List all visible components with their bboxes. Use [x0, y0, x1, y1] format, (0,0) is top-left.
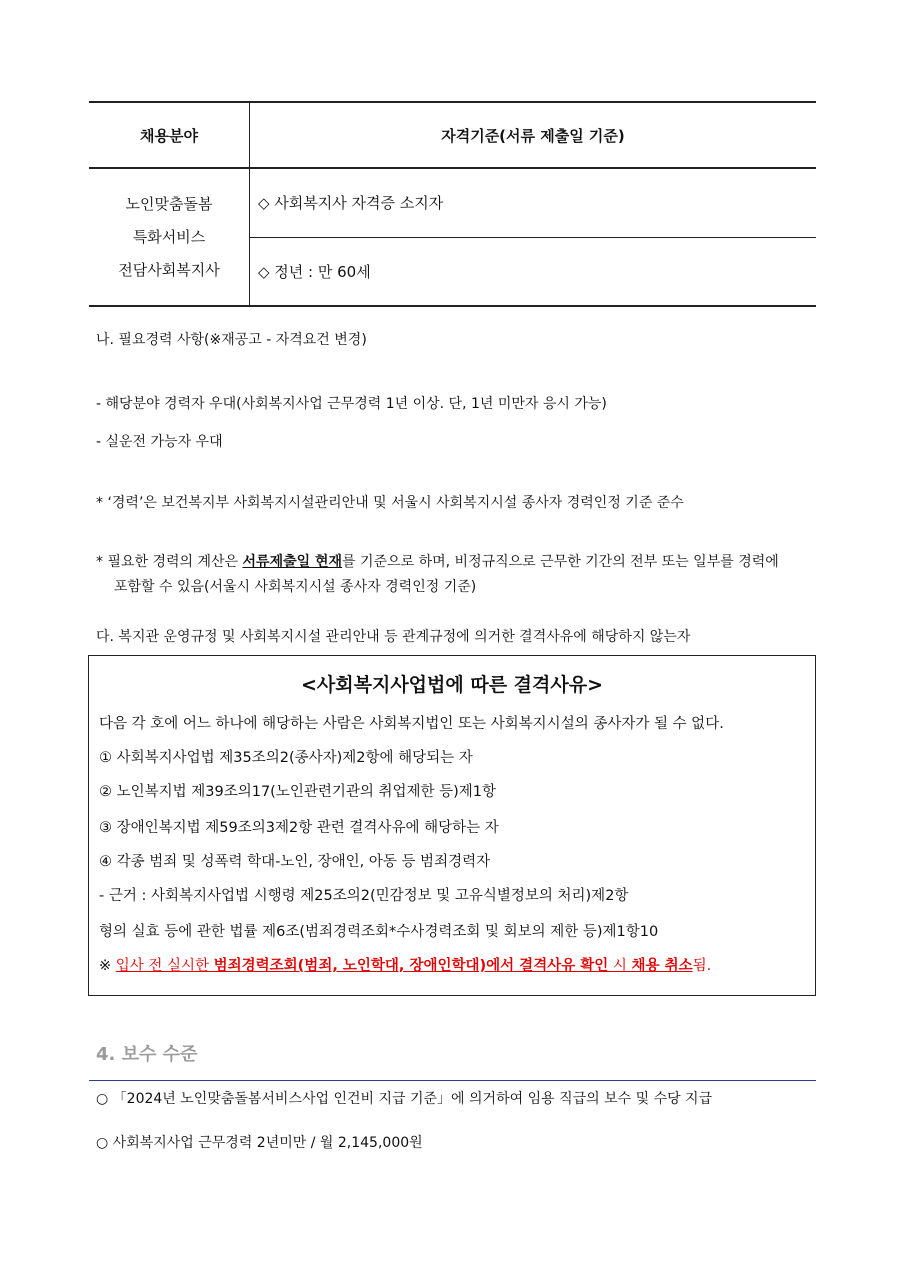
disqualification-item: ① 사회복지사업법 제35조의2(종사자)제2항에 해당되는 자 — [99, 750, 473, 766]
experience-item: - 해당분야 경력자 우대(사회복지사업 근무경력 1년 이상. 단, 1년 미만자 응시 가능) — [96, 396, 607, 412]
criterion-retirement-age: ◇ 정년 : 만 60세 — [258, 262, 371, 281]
section-na-title: 나. 필요경력 사항(※재공고 - 자격요건 변경) — [96, 332, 367, 348]
note-text: * 필요한 경력의 계산은 — [96, 554, 243, 570]
criteria-cell — [250, 169, 816, 305]
field-line: 특화서비스 — [132, 227, 206, 246]
field-line: 전담사회복지사 — [118, 260, 220, 279]
disqualification-box — [88, 655, 816, 996]
section-4-title: 4. 보수 수준 — [96, 1044, 198, 1065]
warning-emphasis: 범죄경력조회(범죄, 노인학대, 장애인학대)에서 결격사유 확인 — [213, 958, 609, 974]
disqualification-item: ④ 각종 범죄 및 성폭력 학대-노인, 장애인, 아동 등 범죄경력자 — [99, 854, 491, 870]
warning-text — [116, 958, 711, 974]
experience-note: * ‘경력’은 보건복지부 사회복지시설관리안내 및 서울시 사회복지시설 종사자 경력인정 기준 준수 — [96, 495, 684, 511]
legal-basis: 형의 실효 등에 관한 법률 제6조(범죄경력조회*수사경력조회 및 회보의 제한 등)제1항10 — [99, 924, 659, 940]
header-recruit-field: 채용분야 — [89, 103, 250, 167]
table-row — [89, 169, 816, 305]
experience-calc-note — [96, 551, 779, 571]
legal-basis: - 근거 : 사회복지사업법 시행령 제25조의2(민감정보 및 고유식별정보의 처리)제2항 — [99, 888, 629, 904]
section-divider — [89, 1080, 816, 1081]
warning-part: 입사 전 실시한 — [115, 958, 214, 974]
salary-item: ○ 사회복지사업 근무경력 2년미만 / 월 2,145,000원 — [96, 1135, 423, 1151]
warning-line — [99, 954, 711, 975]
experience-calc-note-cont: 포함할 수 있음(서울시 사회복지시설 종사자 경력인정 기준) — [114, 579, 477, 595]
box-intro: 다음 각 호에 어느 하나에 해당하는 사람은 사회복지법인 또는 사회복지시설의 종사자가 될 수 없다. — [99, 716, 724, 732]
note-emphasis: 서류제출일 현재 — [242, 554, 343, 570]
warning-part: 시 — [608, 958, 632, 974]
recruit-field-cell — [89, 169, 250, 305]
salary-item: ○ 「2024년 노인맞춤돌봄서비스사업 인건비 지급 기준」에 의거하여 임용 직급의 보수 및 수당 지급 — [96, 1091, 713, 1107]
qualification-table — [89, 101, 816, 307]
header-qualification: 자격기준(서류 제출일 기준) — [441, 126, 625, 145]
criterion-license: ◇ 사회복지사 자격증 소지자 — [250, 169, 816, 238]
warning-mark: ※ — [99, 958, 116, 974]
disqualification-item: ③ 장애인복지법 제59조의3제2항 관련 결격사유에 해당하는 자 — [99, 820, 499, 836]
field-line: 노인맞춤돌봄 — [125, 194, 213, 213]
note-text: 를 기준으로 하며, 비정규직으로 근무한 기간의 전부 또는 일부를 경력에 — [342, 554, 779, 570]
experience-item: - 실운전 가능자 우대 — [96, 434, 223, 450]
table-header-row — [89, 103, 816, 169]
warning-part: 됨. — [692, 958, 712, 974]
section-da-title: 다. 복지관 운영규정 및 사회복지시설 관리안내 등 관계규정에 의거한 결격사유에 해당하지 않는자 — [96, 629, 691, 645]
box-title: <사회복지사업법에 따른 결격사유> — [300, 674, 604, 696]
warning-emphasis: 채용 취소 — [631, 958, 693, 974]
disqualification-item: ② 노인복지법 제39조의17(노인관련기관의 취업제한 등)제1항 — [99, 784, 497, 800]
